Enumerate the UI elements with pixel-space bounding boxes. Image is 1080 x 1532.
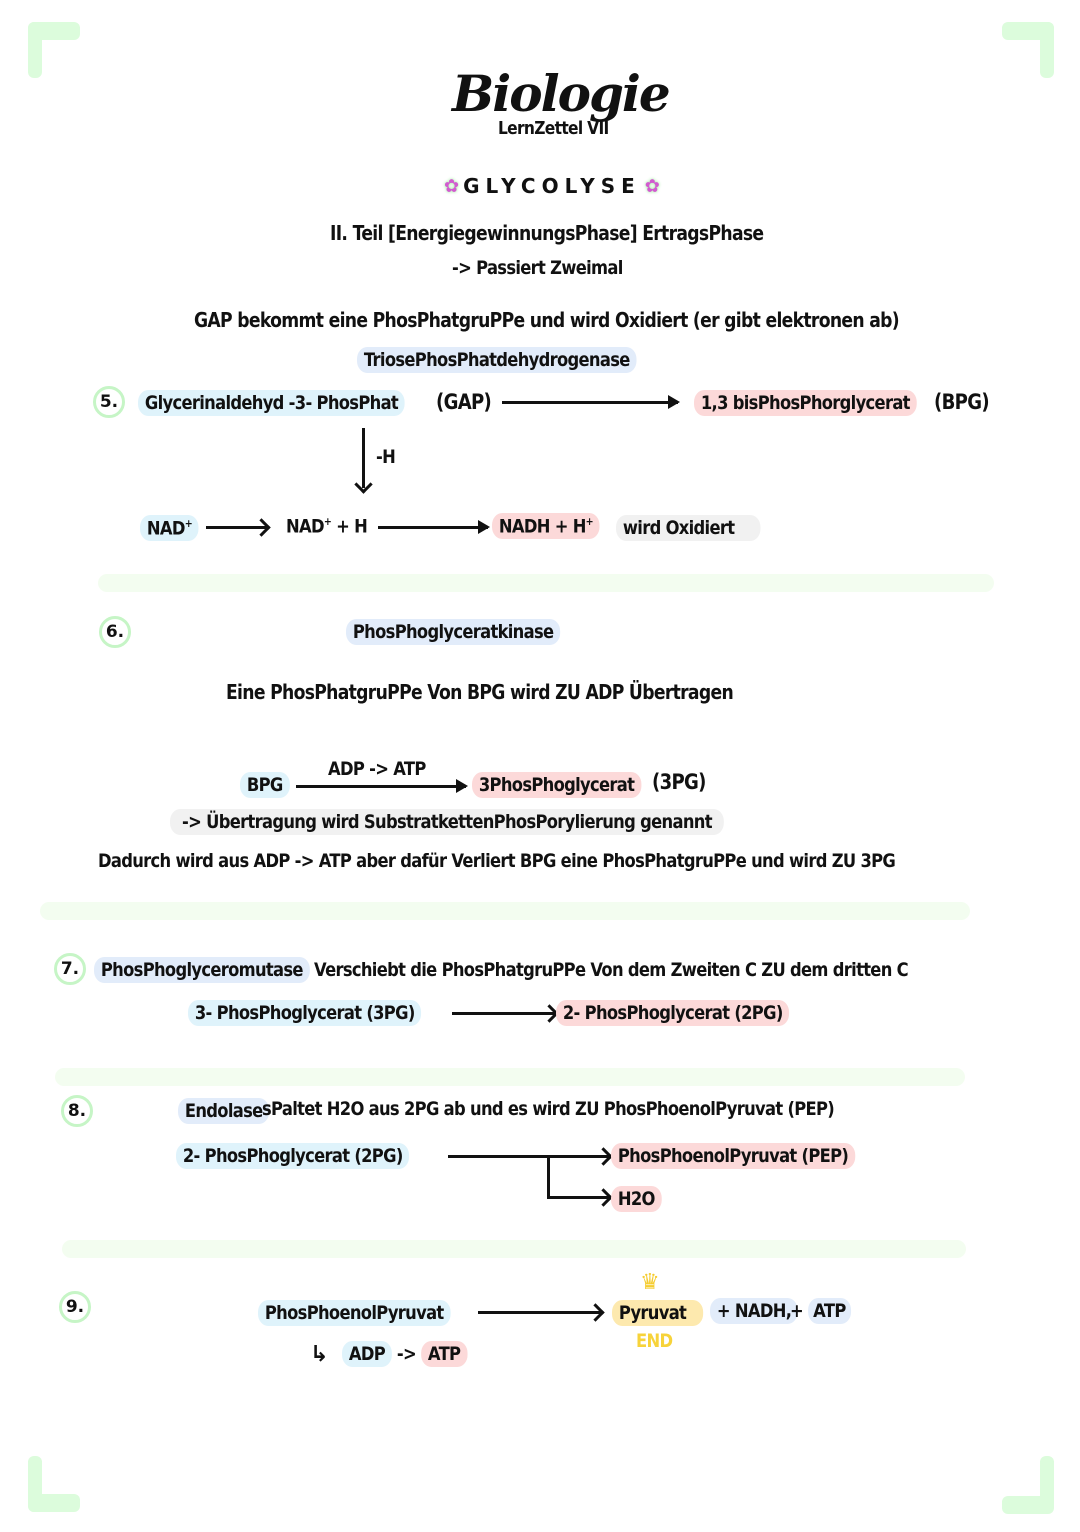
reaction-arrow bbox=[206, 526, 268, 529]
step6-description: Eine PhosPhatgruPPe Von BPG wird ZU ADP Übertragen bbox=[226, 680, 734, 704]
nad-plus bbox=[140, 515, 199, 541]
page-subtitle: LernZettel VII bbox=[498, 118, 609, 139]
section-divider bbox=[98, 574, 994, 592]
oxidation-note: wird Oxidiert bbox=[616, 515, 760, 541]
branch-arrow bbox=[547, 1196, 610, 1199]
plus-sign: + bbox=[790, 1300, 804, 1322]
step8-byproduct: H2O bbox=[611, 1186, 662, 1212]
reaction-arrow bbox=[448, 1155, 610, 1158]
step5-product-abbr: (BPG) bbox=[934, 390, 989, 414]
page-title: Biologie bbox=[452, 64, 669, 123]
reaction-arrow bbox=[478, 1311, 602, 1314]
step6-product-abbr: (3PG) bbox=[652, 770, 706, 794]
corner-top-right bbox=[1002, 22, 1054, 40]
step7-description-line bbox=[94, 957, 345, 983]
corner-bottom-right bbox=[1002, 1496, 1054, 1514]
nad-text: NAD bbox=[146, 517, 185, 540]
step5-substrate-abbr: (GAP) bbox=[436, 390, 492, 414]
end-label: END bbox=[636, 1330, 673, 1352]
atp-text: ATP bbox=[421, 1341, 467, 1367]
sup-plus: + bbox=[585, 515, 593, 528]
step9-side-reaction bbox=[342, 1343, 467, 1365]
flower-icon: ✿ bbox=[444, 175, 460, 197]
step8-enzyme: Endolase bbox=[178, 1098, 269, 1124]
branch-line bbox=[547, 1155, 550, 1199]
step7-description: Verschiebt die PhosPhatgruPPe Von dem Zweiten C ZU dem dritten C bbox=[314, 959, 908, 981]
step-number-5: 5. bbox=[93, 386, 125, 418]
step6-arrow-label: ADP -> ATP bbox=[328, 758, 426, 780]
step-number-7: 7. bbox=[54, 953, 86, 985]
step-number-9: 9. bbox=[59, 1291, 91, 1323]
corner-bottom-left bbox=[28, 1494, 80, 1512]
corner-top-left bbox=[28, 22, 80, 40]
step7-enzyme: PhosPhoglyceromutase bbox=[94, 957, 310, 983]
step7-product: 2- PhosPhoglycerat (2PG) bbox=[556, 1000, 789, 1026]
nad-plus-h bbox=[286, 515, 367, 537]
step6-product: 3PhosPhoglycerat bbox=[472, 772, 641, 798]
step9-plus-atp bbox=[790, 1300, 851, 1322]
step5-product: 1,3 bisPhosPhorglycerat bbox=[694, 390, 917, 416]
step-number-8: 8. bbox=[61, 1095, 93, 1127]
step-number-6: 6. bbox=[99, 616, 131, 648]
part-note: -> Passiert Zweimal bbox=[452, 257, 623, 279]
nadh-product bbox=[492, 513, 600, 539]
step5-substrate: Glycerinaldehyd -3- PhosPhat bbox=[138, 390, 405, 416]
flower-icon: ✿ bbox=[644, 175, 660, 197]
arrow-text: -> bbox=[391, 1343, 421, 1365]
step6-enzyme: PhosPhoglyceratkinase bbox=[346, 619, 560, 645]
nad-text: NAD bbox=[286, 515, 324, 538]
topic-heading bbox=[444, 174, 660, 198]
down-arrow-head bbox=[354, 475, 372, 493]
reaction-arrow bbox=[502, 401, 678, 404]
step5-enzyme: TriosePhosPhatdehydrogenase bbox=[357, 347, 637, 373]
nadh-byproduct: + NADH, bbox=[710, 1298, 798, 1324]
step8-substrate: 2- PhosPhoglycerat (2PG) bbox=[176, 1143, 409, 1169]
crown-icon: ♛ bbox=[640, 1270, 660, 1295]
reaction-arrow bbox=[296, 785, 466, 788]
part-line: II. Teil [EnergiegewinnungsPhase] ErtragsPhase bbox=[330, 221, 764, 245]
plus-h-text: + H bbox=[331, 515, 368, 538]
section-divider bbox=[40, 902, 970, 920]
step6-substrate: BPG bbox=[240, 772, 290, 798]
reaction-arrow bbox=[452, 1012, 556, 1015]
step9-product: Pyruvat bbox=[612, 1300, 703, 1326]
reaction-arrow bbox=[378, 526, 488, 529]
step7-substrate: 3- PhosPhoglycerat (3PG) bbox=[188, 1000, 421, 1026]
sup-plus: + bbox=[323, 515, 332, 528]
adp-text: ADP bbox=[342, 1341, 392, 1367]
atp-byproduct: ATP bbox=[808, 1298, 851, 1324]
sup-plus: + bbox=[184, 517, 192, 530]
section-divider bbox=[62, 1240, 966, 1258]
step9-substrate: PhosPhoenolPyruvat bbox=[258, 1300, 450, 1326]
nadh-text: NADH + H bbox=[498, 515, 586, 538]
step6-note: -> Übertragung wird SubstratkettenPhosPorylierung genannt bbox=[170, 809, 724, 835]
topic-title: GLYCOLYSE bbox=[463, 174, 641, 198]
minus-h-label: -H bbox=[376, 446, 396, 468]
step9-plus-nadh bbox=[710, 1300, 798, 1322]
turn-arrow-icon: ↳ bbox=[310, 1342, 329, 1367]
step8-description: sPaltet H2O aus 2PG ab und es wird ZU PhosPhoenolPyruvat (PEP) bbox=[262, 1098, 835, 1120]
step5-description: GAP bekommt eine PhosPhatgruPPe und wird Oxidiert (er gibt elektronen ab) bbox=[194, 308, 899, 332]
section-divider bbox=[55, 1068, 965, 1086]
step8-product: PhosPhoenolPyruvat (PEP) bbox=[611, 1143, 855, 1169]
step6-summary: Dadurch wird aus ADP -> ATP aber dafür Verliert BPG eine PhosPhatgruPPe und wird ZU 3PG bbox=[98, 850, 896, 872]
